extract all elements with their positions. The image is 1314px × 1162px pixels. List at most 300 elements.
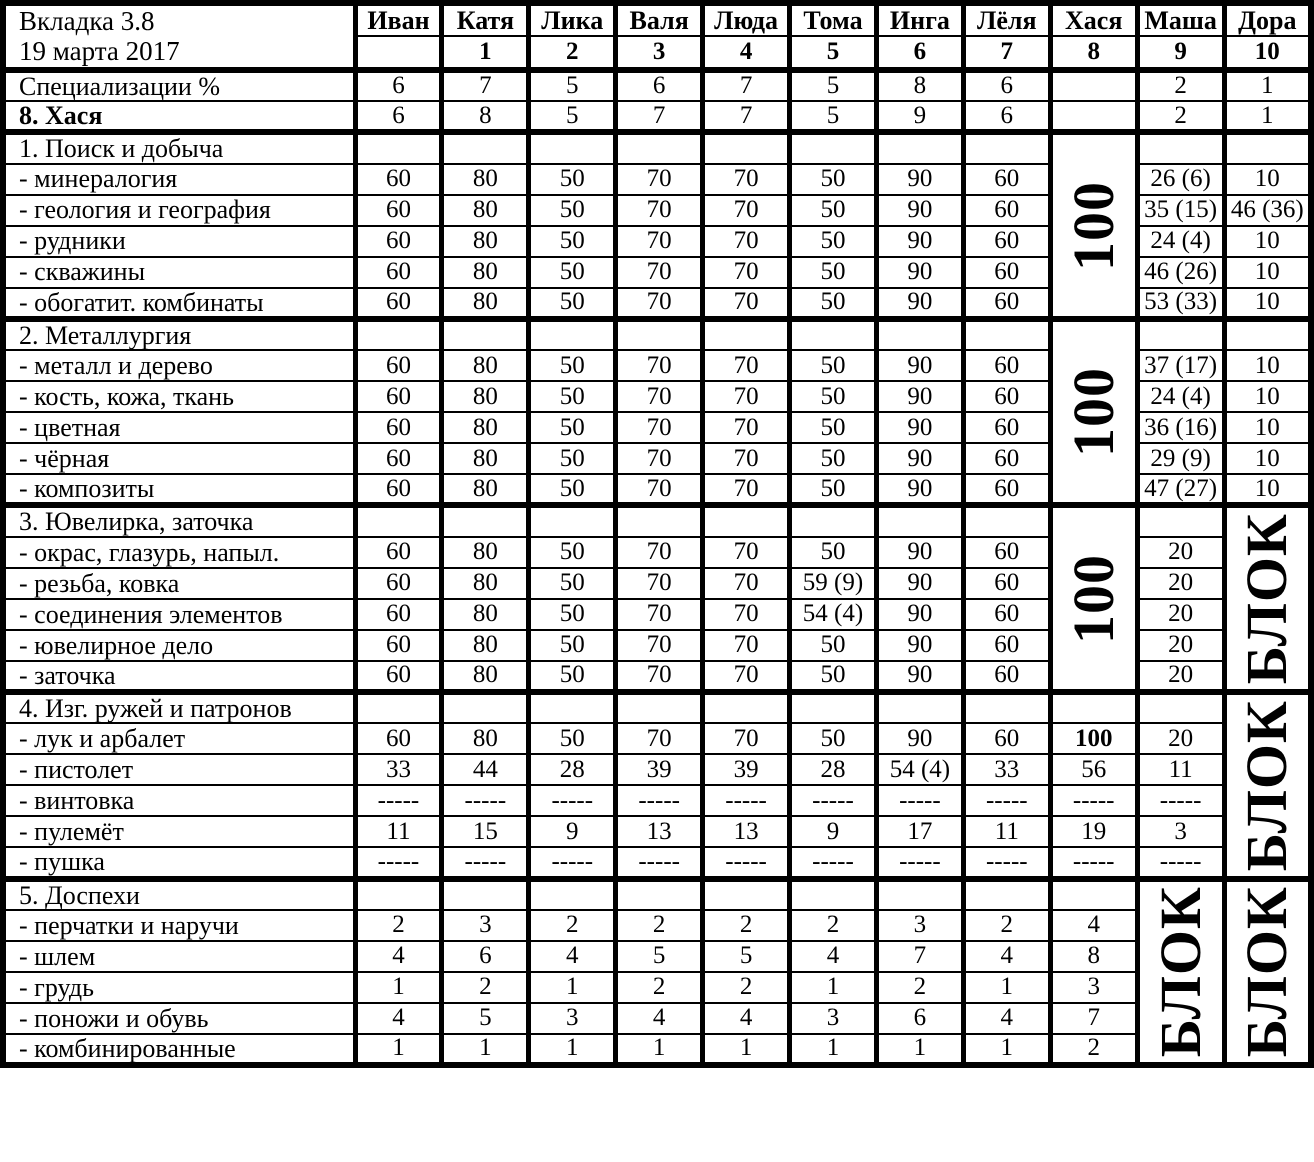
cell: [1137, 505, 1224, 536]
cell: 20: [1137, 568, 1224, 599]
cell: 60: [355, 226, 442, 257]
row-label: - пушка: [3, 847, 355, 878]
cell: 7: [703, 101, 790, 132]
cell: 10: [1224, 443, 1311, 474]
cell: -----: [355, 847, 442, 878]
row-label: - геология и география: [3, 195, 355, 226]
cell: 80: [442, 164, 529, 195]
cell: [529, 505, 616, 536]
cell: 7: [876, 941, 963, 972]
cell: 7: [1050, 1003, 1137, 1034]
cell: [355, 132, 442, 163]
cell: 24 (4): [1137, 226, 1224, 257]
vertical-text: БЛОК: [1234, 699, 1300, 871]
cell: 10: [1224, 381, 1311, 412]
cell: [703, 505, 790, 536]
row-label: - комбинированные: [3, 1034, 355, 1065]
cell: 2: [703, 910, 790, 941]
cell: 1: [442, 1034, 529, 1065]
cell: 47 (27): [1137, 474, 1224, 505]
cell: 11: [355, 816, 442, 847]
cell: 60: [963, 288, 1050, 319]
cell: [963, 319, 1050, 350]
cell: 90: [876, 443, 963, 474]
cell: -----: [355, 785, 442, 816]
cell: [616, 505, 703, 536]
table-row: [3, 785, 1311, 816]
cell: 90: [876, 474, 963, 505]
cell: 80: [442, 412, 529, 443]
cell: 2: [1137, 101, 1224, 132]
cell: 20: [1137, 599, 1224, 630]
cell: 44: [442, 754, 529, 785]
cell: 70: [703, 443, 790, 474]
cell: 90: [876, 568, 963, 599]
cell: 50: [790, 723, 877, 754]
cell: 90: [876, 164, 963, 195]
cell: [355, 692, 442, 723]
cell: [616, 692, 703, 723]
cell: -----: [529, 847, 616, 878]
cell: 13: [703, 816, 790, 847]
cell: -----: [1137, 847, 1224, 878]
row-label: - обогатит. комбинаты: [3, 288, 355, 319]
cell: 60: [355, 568, 442, 599]
row-label: - заточка: [3, 661, 355, 692]
row-label: - кость, кожа, ткань: [3, 381, 355, 412]
section-header-row: [3, 692, 1311, 723]
table-row: [3, 847, 1311, 878]
table-row: [3, 70, 1311, 101]
cell: 2: [1050, 1034, 1137, 1065]
column-number: 8: [1050, 36, 1137, 69]
cell: 60: [963, 195, 1050, 226]
cell: 80: [442, 723, 529, 754]
cell: 70: [616, 443, 703, 474]
cell: 4: [529, 941, 616, 972]
cell: 4: [1050, 910, 1137, 941]
cell: -----: [703, 847, 790, 878]
cell: 2: [529, 910, 616, 941]
cell: [529, 319, 616, 350]
cell: 1: [963, 1034, 1050, 1065]
column-number: 6: [876, 36, 963, 69]
row-label: - чёрная: [3, 443, 355, 474]
cell: 90: [876, 288, 963, 319]
merged-block-cell: [1050, 505, 1137, 692]
section-title: 2. Металлургия: [3, 319, 355, 350]
row-label: - пистолет: [3, 754, 355, 785]
cell: 60: [355, 630, 442, 661]
cell: 50: [529, 599, 616, 630]
cell: 70: [703, 412, 790, 443]
merged-block-cell: [1224, 505, 1311, 692]
cell: 5: [529, 70, 616, 101]
vertical-text: БЛОК: [1147, 886, 1213, 1058]
cell: 33: [355, 754, 442, 785]
row-label: - резьба, ковка: [3, 568, 355, 599]
column-header: Катя: [442, 3, 529, 36]
cell: 50: [529, 257, 616, 288]
row-label: - композиты: [3, 474, 355, 505]
cell: 20: [1137, 537, 1224, 568]
cell: 46 (36): [1224, 195, 1311, 226]
cell: 28: [529, 754, 616, 785]
column-header: Лика: [529, 3, 616, 36]
cell: 80: [442, 195, 529, 226]
sheet-title-cell: [3, 3, 355, 70]
cell: 5: [790, 101, 877, 132]
cell: 60: [963, 226, 1050, 257]
cell: 90: [876, 257, 963, 288]
cell: 24 (4): [1137, 381, 1224, 412]
cell: 50: [790, 412, 877, 443]
cell: 4: [963, 941, 1050, 972]
cell: 60: [355, 288, 442, 319]
cell: 70: [616, 630, 703, 661]
cell: 70: [703, 474, 790, 505]
cell: [529, 692, 616, 723]
cell: 90: [876, 195, 963, 226]
column-header: Валя: [616, 3, 703, 36]
cell: -----: [790, 785, 877, 816]
cell: 53 (33): [1137, 288, 1224, 319]
cell: 70: [703, 226, 790, 257]
cell: 6: [876, 1003, 963, 1034]
cell: 1: [1224, 70, 1311, 101]
cell: 6: [355, 70, 442, 101]
cell: [876, 319, 963, 350]
cell: 50: [790, 381, 877, 412]
cell: [1137, 132, 1224, 163]
cell: 60: [355, 537, 442, 568]
cell: [1224, 132, 1311, 163]
cell: 80: [442, 537, 529, 568]
cell: 70: [616, 412, 703, 443]
cell: 70: [616, 164, 703, 195]
cell: 50: [790, 226, 877, 257]
cell: 50: [790, 288, 877, 319]
cell: 1: [616, 1034, 703, 1065]
row-label: - ювелирное дело: [3, 630, 355, 661]
cell: 9: [790, 816, 877, 847]
cell: 11: [1137, 754, 1224, 785]
cell: 90: [876, 599, 963, 630]
column-number: 3: [616, 36, 703, 69]
cell: 50: [790, 443, 877, 474]
cell: 1: [529, 1034, 616, 1065]
cell: [1137, 319, 1224, 350]
cell: 60: [355, 164, 442, 195]
row-label: - перчатки и наручи: [3, 910, 355, 941]
cell: [529, 879, 616, 910]
cell: 2: [442, 972, 529, 1003]
cell: 60: [963, 412, 1050, 443]
cell: 5: [790, 70, 877, 101]
cell: 54 (4): [790, 599, 877, 630]
merged-block-cell: [1050, 132, 1137, 319]
cell: [876, 879, 963, 910]
cell: 90: [876, 723, 963, 754]
cell: -----: [876, 785, 963, 816]
cell: 60: [963, 723, 1050, 754]
cell: 70: [703, 537, 790, 568]
cell: -----: [703, 785, 790, 816]
cell: [963, 879, 1050, 910]
cell: 3: [790, 1003, 877, 1034]
vertical-text: 100: [1060, 367, 1126, 458]
column-header: Люда: [703, 3, 790, 36]
cell: [1050, 692, 1137, 723]
cell: [963, 692, 1050, 723]
cell: 70: [616, 723, 703, 754]
cell: 60: [355, 412, 442, 443]
cell: 50: [529, 350, 616, 381]
row-label: - рудники: [3, 226, 355, 257]
cell: 4: [355, 1003, 442, 1034]
cell: 7: [442, 70, 529, 101]
cell: 60: [355, 443, 442, 474]
cell: [442, 505, 529, 536]
cell: 60: [355, 195, 442, 226]
cell: 70: [703, 257, 790, 288]
cell: 9: [529, 816, 616, 847]
cell: 70: [703, 599, 790, 630]
cell: [442, 879, 529, 910]
cell: 4: [703, 1003, 790, 1034]
cell: 50: [790, 350, 877, 381]
cell: 80: [442, 568, 529, 599]
cell: 70: [616, 350, 703, 381]
cell: 60: [963, 381, 1050, 412]
cell: 70: [616, 599, 703, 630]
cell: [963, 132, 1050, 163]
cell: 60: [963, 661, 1050, 692]
cell: 4: [616, 1003, 703, 1034]
cell: 6: [963, 101, 1050, 132]
cell: [1050, 101, 1137, 132]
cell: 6: [442, 941, 529, 972]
cell: 70: [616, 257, 703, 288]
cell: 80: [442, 443, 529, 474]
cell: [876, 132, 963, 163]
cell: 70: [616, 195, 703, 226]
cell: [442, 692, 529, 723]
cell: 50: [529, 288, 616, 319]
cell: 2: [790, 910, 877, 941]
cell: 50: [790, 630, 877, 661]
cell: -----: [529, 785, 616, 816]
cell: 10: [1224, 474, 1311, 505]
cell: 8: [1050, 941, 1137, 972]
cell: 17: [876, 816, 963, 847]
cell: -----: [963, 847, 1050, 878]
cell: [616, 319, 703, 350]
cell: 29 (9): [1137, 443, 1224, 474]
cell: 3: [1050, 972, 1137, 1003]
row-label: - соединения элементов: [3, 599, 355, 630]
vertical-text: БЛОК: [1234, 886, 1300, 1058]
cell: 10: [1224, 164, 1311, 195]
cell: 1: [355, 972, 442, 1003]
row-label: 8. Хася: [3, 101, 355, 132]
cell: 4: [355, 941, 442, 972]
column-number: 5: [790, 36, 877, 69]
row-label: - грудь: [3, 972, 355, 1003]
merged-block-cell: [1050, 319, 1137, 506]
cell: 5: [529, 101, 616, 132]
section-title: 3. Ювелирка, заточка: [3, 505, 355, 536]
cell: 60: [963, 568, 1050, 599]
cell: 36 (16): [1137, 412, 1224, 443]
cell: 70: [616, 568, 703, 599]
cell: 4: [963, 1003, 1050, 1034]
cell: 6: [616, 70, 703, 101]
cell: 39: [703, 754, 790, 785]
cell: [790, 132, 877, 163]
row-label: - окрас, глазурь, напыл.: [3, 537, 355, 568]
cell: 60: [963, 599, 1050, 630]
cell: 7: [616, 101, 703, 132]
cell: -----: [442, 785, 529, 816]
cell: 60: [355, 661, 442, 692]
merged-block-cell: [1137, 879, 1224, 1066]
cell: 80: [442, 257, 529, 288]
cell: 60: [963, 257, 1050, 288]
section-title: 5. Доспехи: [3, 879, 355, 910]
cell: [790, 879, 877, 910]
cell: 80: [442, 661, 529, 692]
cell: 20: [1137, 723, 1224, 754]
column-number: 10: [1224, 36, 1311, 69]
cell: 1: [790, 972, 877, 1003]
cell: 50: [529, 661, 616, 692]
cell: 70: [703, 350, 790, 381]
row-label: - поножи и обувь: [3, 1003, 355, 1034]
table-body: [3, 3, 1311, 1065]
column-header: Маша: [1137, 3, 1224, 36]
cell: 11: [963, 816, 1050, 847]
section-title: 1. Поиск и добыча: [3, 132, 355, 163]
table-row: [3, 1034, 1311, 1065]
cell: 60: [963, 474, 1050, 505]
cell: 15: [442, 816, 529, 847]
row-label: - металл и дерево: [3, 350, 355, 381]
cell: 2: [963, 910, 1050, 941]
cell: 80: [442, 474, 529, 505]
cell: [790, 319, 877, 350]
cell: 60: [355, 350, 442, 381]
column-header: Тома: [790, 3, 877, 36]
cell: 60: [963, 537, 1050, 568]
cell: 5: [442, 1003, 529, 1034]
cell: 35 (15): [1137, 195, 1224, 226]
cell: 70: [703, 164, 790, 195]
cell: 70: [703, 630, 790, 661]
table-row: [3, 910, 1311, 941]
cell: 33: [963, 754, 1050, 785]
cell: 70: [703, 288, 790, 319]
cell: 2: [1137, 70, 1224, 101]
cell: 50: [529, 474, 616, 505]
row-label: Специализации %: [3, 70, 355, 101]
section-title: 4. Изг. ружей и патронов: [3, 692, 355, 723]
column-header: Инга: [876, 3, 963, 36]
table-row: [3, 754, 1311, 785]
cell: 50: [790, 164, 877, 195]
cell: 70: [703, 568, 790, 599]
column-header: Иван: [355, 3, 442, 36]
cell: 19: [1050, 816, 1137, 847]
cell: 10: [1224, 226, 1311, 257]
cell: [529, 132, 616, 163]
cell: 50: [529, 568, 616, 599]
vertical-text: 100: [1060, 180, 1126, 271]
cell: 9: [876, 101, 963, 132]
cell: 50: [529, 723, 616, 754]
cell: 60: [355, 474, 442, 505]
table-row: [3, 1003, 1311, 1034]
row-label: - цветная: [3, 412, 355, 443]
cell: 50: [790, 195, 877, 226]
cell: [703, 692, 790, 723]
cell: 8: [442, 101, 529, 132]
cell: 39: [616, 754, 703, 785]
cell: [1050, 70, 1137, 101]
cell: [442, 319, 529, 350]
cell: 80: [442, 288, 529, 319]
cell: 70: [616, 288, 703, 319]
column-number: 9: [1137, 36, 1224, 69]
cell: 13: [616, 816, 703, 847]
cell: 10: [1224, 257, 1311, 288]
cell: 70: [703, 381, 790, 412]
cell: 3: [1137, 816, 1224, 847]
sheet-date: 19 марта 2017: [19, 36, 180, 67]
column-number: 1: [442, 36, 529, 69]
cell: 50: [529, 195, 616, 226]
cell: 60: [963, 164, 1050, 195]
row-label: - скважины: [3, 257, 355, 288]
cell: 50: [790, 661, 877, 692]
cell: 60: [355, 599, 442, 630]
cell: 20: [1137, 630, 1224, 661]
cell: 60: [963, 443, 1050, 474]
cell: [442, 132, 529, 163]
cell: 10: [1224, 412, 1311, 443]
cell: 2: [616, 972, 703, 1003]
column-number: 7: [963, 36, 1050, 69]
cell: 50: [790, 257, 877, 288]
cell: 2: [703, 972, 790, 1003]
cell: [1137, 692, 1224, 723]
cell: 90: [876, 537, 963, 568]
cell: 70: [616, 474, 703, 505]
row-label: - пулемёт: [3, 816, 355, 847]
cell: 2: [355, 910, 442, 941]
cell: 80: [442, 599, 529, 630]
cell: 46 (26): [1137, 257, 1224, 288]
cell: 80: [442, 226, 529, 257]
cell: 90: [876, 226, 963, 257]
cell: 70: [616, 661, 703, 692]
cell: 1: [355, 1034, 442, 1065]
table-row: [3, 723, 1311, 754]
cell: -----: [790, 847, 877, 878]
merged-block-cell: [1224, 879, 1311, 1066]
section-header-row: [3, 319, 1311, 350]
cell: [1050, 879, 1137, 910]
